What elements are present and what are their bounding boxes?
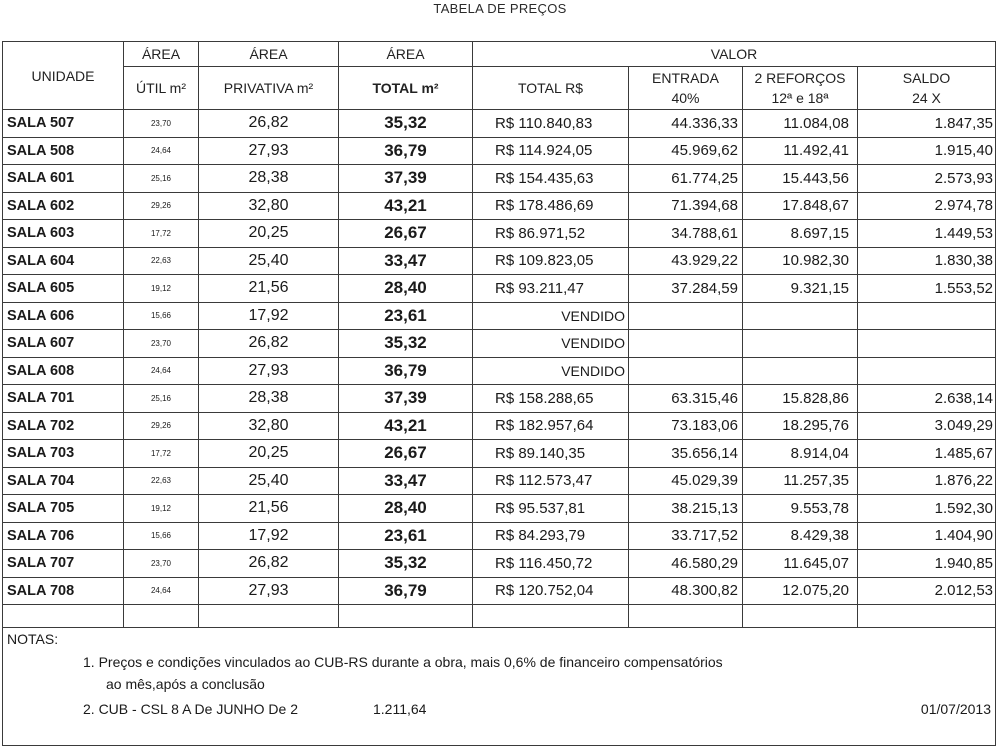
table-row	[3, 440, 996, 468]
cell-unidade: SALA 602	[3, 192, 124, 220]
table-row	[3, 110, 996, 138]
cell-total-rs: R$ 182.957,64	[473, 412, 629, 440]
cell-status-vendido: VENDIDO	[473, 302, 629, 330]
cell-area-total: 36,79	[339, 137, 473, 165]
cell-unidade: SALA 705	[3, 495, 124, 523]
table-row	[3, 330, 996, 358]
cell-entrada: 38.215,13	[629, 495, 743, 523]
cell-area-total: 23,61	[339, 302, 473, 330]
cell-reforcos: 11.645,07	[743, 550, 858, 578]
cell-unidade: SALA 706	[3, 522, 124, 550]
cell-area-total: 43,21	[339, 192, 473, 220]
cell-total-rs: R$ 110.840,83	[473, 110, 629, 138]
header-saldo-count: 24 X	[912, 90, 941, 106]
cell-unidade: SALA 507	[3, 110, 124, 138]
cell-entrada: 61.774,25	[629, 165, 743, 193]
header-privativa-m2: PRIVATIVA m²	[199, 67, 339, 110]
cell-saldo	[858, 357, 996, 385]
cell-area-total: 43,21	[339, 412, 473, 440]
cell-total-rs: R$ 95.537,81	[473, 495, 629, 523]
cell-reforcos: 9.321,15	[743, 275, 858, 303]
cell-area-total: 26,67	[339, 440, 473, 468]
cell-area-privativa: 27,93	[199, 137, 339, 165]
cell-entrada: 34.788,61	[629, 220, 743, 248]
cell-area-privativa: 20,25	[199, 220, 339, 248]
table-row	[3, 495, 996, 523]
cell-unidade: SALA 601	[3, 165, 124, 193]
cell-total-rs: R$ 116.450,72	[473, 550, 629, 578]
cell-area-util: 29,26	[124, 412, 199, 440]
blank-cell	[743, 605, 858, 628]
notes-content	[3, 628, 995, 745]
cell-saldo: 1.940,85	[858, 550, 996, 578]
cell-area-privativa: 26,82	[199, 330, 339, 358]
blank-cell	[199, 605, 339, 628]
header-area-privativa: ÁREA	[199, 42, 339, 67]
cell-area-total: 35,32	[339, 110, 473, 138]
note-2-cub-value: 1.211,64	[373, 701, 427, 717]
cell-status-vendido: VENDIDO	[473, 357, 629, 385]
cell-saldo: 2.638,14	[858, 385, 996, 413]
table-row	[3, 247, 996, 275]
table-row	[3, 220, 996, 248]
cell-area-util: 17,72	[124, 440, 199, 468]
cell-area-privativa: 20,25	[199, 440, 339, 468]
cell-area-privativa: 26,82	[199, 550, 339, 578]
header-unidade: UNIDADE	[3, 42, 124, 110]
table-row	[3, 522, 996, 550]
header-reforcos-label: 2 REFORÇOS	[754, 70, 846, 86]
cell-area-privativa: 27,93	[199, 577, 339, 605]
note-2: 2. CUB - CSL 8 A De JUNHO De 2	[83, 701, 298, 717]
cell-entrada: 37.284,59	[629, 275, 743, 303]
cell-saldo: 2.573,93	[858, 165, 996, 193]
cell-area-util: 17,72	[124, 220, 199, 248]
table-row	[3, 275, 996, 303]
cell-reforcos: 11.492,41	[743, 137, 858, 165]
table-row	[3, 137, 996, 165]
table-row	[3, 550, 996, 578]
cell-total-rs: R$ 154.435,63	[473, 165, 629, 193]
cell-entrada: 46.580,29	[629, 550, 743, 578]
cell-reforcos	[743, 330, 858, 358]
cell-area-util: 23,70	[124, 550, 199, 578]
table-row	[3, 385, 996, 413]
cell-total-rs: R$ 178.486,69	[473, 192, 629, 220]
cell-area-total: 28,40	[339, 495, 473, 523]
cell-area-total: 33,47	[339, 467, 473, 495]
cell-saldo: 1.830,38	[858, 247, 996, 275]
cell-saldo: 2.974,78	[858, 192, 996, 220]
cell-saldo: 2.012,53	[858, 577, 996, 605]
cell-unidade: SALA 707	[3, 550, 124, 578]
cell-area-total: 23,61	[339, 522, 473, 550]
table-row	[3, 165, 996, 193]
cell-area-privativa: 28,38	[199, 165, 339, 193]
cell-area-util: 19,12	[124, 495, 199, 523]
cell-saldo: 1.449,53	[858, 220, 996, 248]
header-valor: VALOR	[473, 42, 996, 67]
price-table	[2, 41, 996, 746]
cell-reforcos: 11.257,35	[743, 467, 858, 495]
cell-entrada: 63.315,46	[629, 385, 743, 413]
cell-area-total: 36,79	[339, 357, 473, 385]
cell-total-rs: R$ 158.288,65	[473, 385, 629, 413]
cell-entrada: 44.336,33	[629, 110, 743, 138]
cell-entrada: 48.300,82	[629, 577, 743, 605]
header-area-util: ÁREA	[124, 42, 199, 67]
cell-area-util: 19,12	[124, 275, 199, 303]
blank-cell	[473, 605, 629, 628]
notes-section	[3, 628, 996, 746]
cell-reforcos: 8.697,15	[743, 220, 858, 248]
cell-area-privativa: 26,82	[199, 110, 339, 138]
cell-reforcos: 8.429,38	[743, 522, 858, 550]
header-entrada	[629, 67, 743, 110]
cell-area-util: 25,16	[124, 165, 199, 193]
table-row	[3, 467, 996, 495]
cell-saldo: 1.404,90	[858, 522, 996, 550]
cell-reforcos: 17.848,67	[743, 192, 858, 220]
cell-area-total: 33,47	[339, 247, 473, 275]
cell-unidade: SALA 704	[3, 467, 124, 495]
cell-entrada: 71.394,68	[629, 192, 743, 220]
blank-cell	[629, 605, 743, 628]
cell-area-total: 35,32	[339, 330, 473, 358]
cell-unidade: SALA 605	[3, 275, 124, 303]
cell-total-rs: R$ 84.293,79	[473, 522, 629, 550]
blank-cell	[3, 605, 124, 628]
header-total-rs: TOTAL R$	[473, 67, 629, 110]
cell-area-total: 35,32	[339, 550, 473, 578]
cell-unidade: SALA 708	[3, 577, 124, 605]
cell-total-rs: R$ 112.573,47	[473, 467, 629, 495]
note-1-line-2: ao mês,após a conclusão	[106, 676, 265, 692]
cell-unidade: SALA 508	[3, 137, 124, 165]
cell-area-privativa: 27,93	[199, 357, 339, 385]
cell-entrada: 73.183,06	[629, 412, 743, 440]
cell-area-util: 25,16	[124, 385, 199, 413]
header-reforcos	[743, 67, 858, 110]
blank-row	[3, 605, 996, 628]
cell-area-util: 24,64	[124, 137, 199, 165]
header-util-m2: ÚTIL m²	[124, 67, 199, 110]
table-row	[3, 577, 996, 605]
table-row	[3, 412, 996, 440]
cell-reforcos	[743, 357, 858, 385]
page-title: TABELA DE PREÇOS	[433, 1, 567, 16]
table-row	[3, 192, 996, 220]
cell-area-util: 15,66	[124, 522, 199, 550]
cell-area-util: 22,63	[124, 247, 199, 275]
cell-unidade: SALA 703	[3, 440, 124, 468]
cell-entrada	[629, 302, 743, 330]
table-row	[3, 357, 996, 385]
cell-entrada: 33.717,52	[629, 522, 743, 550]
cell-total-rs: R$ 109.823,05	[473, 247, 629, 275]
cell-reforcos: 8.914,04	[743, 440, 858, 468]
cell-saldo	[858, 330, 996, 358]
cell-saldo: 3.049,29	[858, 412, 996, 440]
cell-total-rs: R$ 120.752,04	[473, 577, 629, 605]
cell-area-privativa: 17,92	[199, 522, 339, 550]
cell-total-rs: R$ 86.971,52	[473, 220, 629, 248]
cell-total-rs: R$ 89.140,35	[473, 440, 629, 468]
cell-saldo: 1.915,40	[858, 137, 996, 165]
cell-reforcos: 9.553,78	[743, 495, 858, 523]
cell-entrada: 45.969,62	[629, 137, 743, 165]
cell-reforcos	[743, 302, 858, 330]
cell-reforcos: 18.295,76	[743, 412, 858, 440]
cell-unidade: SALA 702	[3, 412, 124, 440]
cell-entrada: 35.656,14	[629, 440, 743, 468]
cell-area-util: 22,63	[124, 467, 199, 495]
header-entrada-label: ENTRADA	[652, 70, 719, 86]
cell-area-util: 23,70	[124, 330, 199, 358]
cell-area-util: 24,64	[124, 577, 199, 605]
cell-total-rs: R$ 93.211,47	[473, 275, 629, 303]
cell-unidade: SALA 603	[3, 220, 124, 248]
cell-reforcos: 10.982,30	[743, 247, 858, 275]
header-reforcos-months: 12ª e 18ª	[771, 90, 829, 106]
cell-saldo: 1.553,52	[858, 275, 996, 303]
header-row-top	[3, 42, 996, 67]
cell-area-util: 29,26	[124, 192, 199, 220]
cell-saldo: 1.485,67	[858, 440, 996, 468]
header-saldo-label: SALDO	[902, 70, 951, 86]
cell-unidade: SALA 608	[3, 357, 124, 385]
cell-area-privativa: 32,80	[199, 192, 339, 220]
cell-area-privativa: 25,40	[199, 467, 339, 495]
cell-unidade: SALA 701	[3, 385, 124, 413]
header-saldo	[858, 67, 996, 110]
header-entrada-pct: 40%	[671, 90, 700, 106]
cell-area-privativa: 17,92	[199, 302, 339, 330]
cell-entrada	[629, 357, 743, 385]
cell-area-util: 24,64	[124, 357, 199, 385]
cell-area-privativa: 32,80	[199, 412, 339, 440]
cell-area-privativa: 28,38	[199, 385, 339, 413]
header-row-bottom	[3, 67, 996, 110]
cell-saldo	[858, 302, 996, 330]
cell-area-total: 28,40	[339, 275, 473, 303]
blank-cell	[339, 605, 473, 628]
cell-area-total: 37,39	[339, 385, 473, 413]
cell-total-rs: R$ 114.924,05	[473, 137, 629, 165]
cell-reforcos: 11.084,08	[743, 110, 858, 138]
cell-area-total: 26,67	[339, 220, 473, 248]
blank-cell	[858, 605, 996, 628]
table-row	[3, 302, 996, 330]
cell-entrada: 43.929,22	[629, 247, 743, 275]
cell-saldo: 1.847,35	[858, 110, 996, 138]
header-total-m2: TOTAL m²	[339, 67, 473, 110]
cell-area-privativa: 21,56	[199, 275, 339, 303]
notes-label: NOTAS:	[7, 631, 59, 647]
cell-saldo: 1.876,22	[858, 467, 996, 495]
header-area-total: ÁREA	[339, 42, 473, 67]
cell-reforcos: 15.828,86	[743, 385, 858, 413]
cell-area-privativa: 21,56	[199, 495, 339, 523]
cell-reforcos: 12.075,20	[743, 577, 858, 605]
cell-area-total: 37,39	[339, 165, 473, 193]
cell-area-total: 36,79	[339, 577, 473, 605]
cell-unidade: SALA 604	[3, 247, 124, 275]
cell-entrada	[629, 330, 743, 358]
cell-reforcos: 15.443,56	[743, 165, 858, 193]
notes-row	[3, 628, 996, 746]
note-1-line-1: 1. Preços e condições vinculados ao CUB-RS durante a obra, mais 0,6% de financeiro compensatórios	[83, 654, 723, 670]
cell-area-privativa: 25,40	[199, 247, 339, 275]
cell-saldo: 1.592,30	[858, 495, 996, 523]
cell-entrada: 45.029,39	[629, 467, 743, 495]
cell-area-util: 15,66	[124, 302, 199, 330]
cell-unidade: SALA 606	[3, 302, 124, 330]
cell-unidade: SALA 607	[3, 330, 124, 358]
cell-status-vendido: VENDIDO	[473, 330, 629, 358]
cell-area-util: 23,70	[124, 110, 199, 138]
table-date: 01/07/2013	[920, 701, 991, 717]
blank-cell	[124, 605, 199, 628]
